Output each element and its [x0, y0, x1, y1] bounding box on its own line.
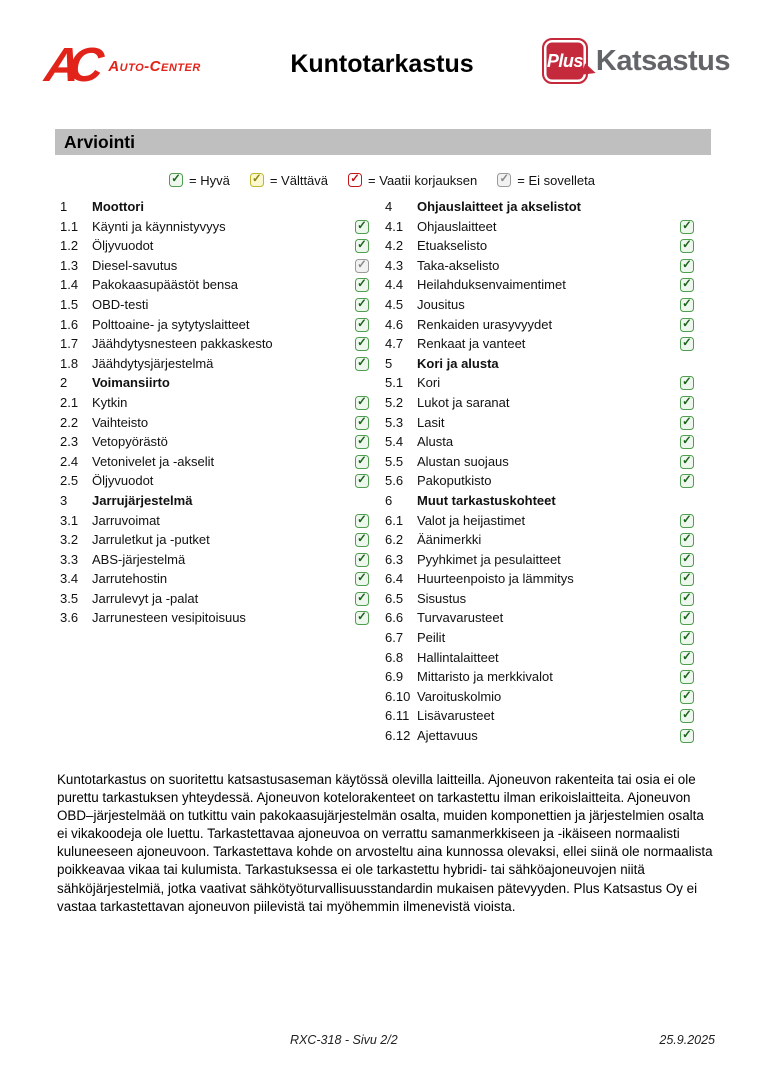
- status-checkbox-good: ✓: [355, 337, 369, 351]
- item-number: 6.4: [385, 571, 404, 587]
- status-checkbox-good: ✓: [680, 670, 694, 684]
- item-number: 6.3: [385, 551, 404, 567]
- item-row: [57, 334, 387, 354]
- status-checkbox-good: ✓: [355, 298, 369, 312]
- item-label: Mittaristo ja merkkivalot: [417, 669, 553, 685]
- item-number: 5.4: [385, 434, 404, 450]
- status-checkbox-good: ✓: [169, 173, 183, 187]
- item-label: Käynti ja käynnistyvyys: [92, 218, 226, 234]
- plus-bubble-text: Plus: [546, 50, 583, 71]
- item-number: 3: [60, 492, 68, 508]
- checklist-column-left: [57, 197, 387, 628]
- item-label: Muut tarkastuskohteet: [417, 492, 556, 508]
- item-number: 3.6: [60, 610, 79, 626]
- item-row: [382, 217, 712, 237]
- status-checkbox-good: ✓: [680, 651, 694, 665]
- item-number: 6.11: [385, 708, 410, 724]
- status-checkbox-good: ✓: [680, 220, 694, 234]
- checklist-column-right: [382, 197, 712, 746]
- section-header-arviointi: Arviointi: [55, 129, 711, 155]
- item-number: 3.1: [60, 512, 79, 528]
- item-row: [382, 452, 712, 472]
- item-row: [382, 236, 712, 256]
- legend-label: = Välttävä: [269, 172, 329, 188]
- section-row: [57, 373, 387, 393]
- item-label: Turvavarusteet: [417, 610, 504, 626]
- item-label: Jarrulevyt ja -palat: [92, 590, 199, 606]
- legend-item-repair: [348, 173, 477, 188]
- item-row: [57, 511, 387, 531]
- item-row: [57, 315, 387, 335]
- item-row: [57, 354, 387, 374]
- item-row: [382, 315, 712, 335]
- item-number: 1: [60, 199, 68, 214]
- status-checkbox-good: ✓: [355, 435, 369, 449]
- item-number: 4.6: [385, 316, 404, 332]
- status-checkbox-good: ✓: [680, 259, 694, 273]
- status-checkbox-good: ✓: [355, 514, 369, 528]
- item-label: Jäähdytysjärjestelmä: [92, 355, 214, 371]
- status-checkbox-good: ✓: [680, 690, 694, 704]
- item-label: Lisävarusteet: [417, 708, 495, 724]
- status-checkbox-good: ✓: [680, 592, 694, 606]
- item-label: Varoituskolmio: [417, 688, 502, 704]
- item-number: 3.3: [60, 551, 79, 567]
- item-label: Jarruvoimat: [92, 512, 160, 528]
- item-number: 6.9: [385, 669, 404, 685]
- item-number: 3.2: [60, 532, 79, 548]
- legend-label: = Vaatii korjauksen: [368, 172, 478, 188]
- item-row: [57, 295, 387, 315]
- status-checkbox-good: ✓: [680, 396, 694, 410]
- item-number: 6.7: [385, 630, 404, 646]
- item-label: Ajettavuus: [417, 728, 478, 744]
- item-row: [57, 275, 387, 295]
- item-number: 6.12: [385, 728, 411, 744]
- status-checkbox-good: ✓: [680, 455, 694, 469]
- item-row: [382, 373, 712, 393]
- status-checkbox-good: ✓: [355, 611, 369, 625]
- item-row: [382, 295, 712, 315]
- item-label: Jarruletkut ja -putket: [92, 532, 210, 548]
- item-row: [57, 236, 387, 256]
- item-row: [382, 393, 712, 413]
- item-number: 1.6: [60, 316, 79, 332]
- status-checkbox-good: ✓: [680, 631, 694, 645]
- item-row: [382, 628, 712, 648]
- footer-date: 25.9.2025: [659, 1033, 715, 1047]
- item-label: Peilit: [417, 630, 446, 646]
- item-label: Valot ja heijastimet: [417, 512, 526, 528]
- item-number: 3.5: [60, 590, 79, 606]
- plus-katsastus-logo-text: Katsastus: [595, 44, 730, 77]
- item-row: [382, 511, 712, 531]
- item-number: 4.5: [385, 296, 404, 312]
- item-label: Voimansiirto: [92, 375, 170, 391]
- status-checkbox-good: ✓: [355, 455, 369, 469]
- item-number: 4.2: [385, 238, 404, 254]
- item-row: [57, 413, 387, 433]
- item-label: Jousitus: [417, 296, 465, 312]
- item-row: [382, 256, 712, 276]
- plus-bubble-icon: [542, 38, 588, 84]
- item-row: [57, 471, 387, 491]
- status-checkbox-na: ✓: [355, 259, 369, 273]
- item-number: 2: [60, 375, 68, 391]
- status-checkbox-good: ✓: [680, 337, 694, 351]
- item-label: Lasit: [417, 414, 445, 430]
- item-number: 1.8: [60, 355, 79, 371]
- item-number: 5.5: [385, 453, 404, 469]
- item-number: 5.2: [385, 394, 404, 410]
- item-row: [57, 256, 387, 276]
- legend-item-na: [497, 173, 595, 188]
- item-label: Polttoaine- ja sytytyslaitteet: [92, 316, 250, 332]
- item-label: Kori: [417, 375, 441, 391]
- item-label: Jarrutehostin: [92, 571, 168, 587]
- status-checkbox-good: ✓: [680, 318, 694, 332]
- status-checkbox-good: ✓: [680, 435, 694, 449]
- item-label: Öljyvuodot: [92, 473, 154, 489]
- item-label: Kytkin: [92, 394, 128, 410]
- item-label: OBD-testi: [92, 296, 149, 312]
- item-row: [382, 275, 712, 295]
- item-number: 2.3: [60, 434, 79, 450]
- section-row: [57, 491, 387, 511]
- legend-label: = Hyvä: [189, 172, 230, 188]
- footer-page-info: RXC-318 - Sivu 2/2: [290, 1033, 398, 1047]
- item-number: 2.2: [60, 414, 79, 430]
- item-label: Sisustus: [417, 590, 467, 606]
- legend-item-fair: [250, 173, 328, 188]
- item-number: 5.1: [385, 375, 404, 391]
- status-checkbox-good: ✓: [355, 396, 369, 410]
- item-label: Vaihteisto: [92, 414, 149, 430]
- status-checkbox-good: ✓: [680, 729, 694, 743]
- item-row: [57, 530, 387, 550]
- item-label: Vetopyörästö: [92, 434, 168, 450]
- item-number: 4.1: [385, 218, 404, 234]
- item-label: Alustan suojaus: [417, 453, 509, 469]
- disclaimer-text: Kuntotarkastus on suoritettu katsastusaseman käytössä olevilla laitteilla. Ajoneuvon rakenteita tai osia ei ole purettu tarkastuksen yhteydessä. Ajoneuvon kotelorakenteet on tarkastettu ilman erikoislaitteita. Ajoneuvon OBD–järjestelmää on tutkittu vain pakokaasujärjestelmän osalta, muiden komponettien ja järjestelmien osalta ei vikakoodeja ole luettu. Tarkastettavaa ajoneuvoa on verrattu samanmerkkiseen ja -ikäiseen normaalisti kuluneeseen ajoneuvoon. Tarkastettava kohde on arvosteltu aina kunnossa olevaksi, ellei siinä ole normaalista poikkeavaa vikaa tai kulumista. Tarkastuksessa ei ole tarkastettu hybridi- tai sähköajoneuvojen niitä sähköjärjestelmiä, jotka vaativat sähkötyöturvallisuusstandardin mukaisen pätevyyden. Plus Katsastus Oy ei vastaa tarkastettavan ajoneuvon piilevistä tai myöhemmin ilmenevistä vioista.: [57, 772, 713, 914]
- status-checkbox-good: ✓: [680, 572, 694, 586]
- item-number: 6: [385, 492, 393, 508]
- status-checkbox-good: ✓: [680, 376, 694, 390]
- item-row: [382, 471, 712, 491]
- status-checkbox-good: ✓: [355, 416, 369, 430]
- section-row: [382, 354, 712, 374]
- item-label: Etuakselisto: [417, 238, 488, 254]
- item-label: Pakoputkisto: [417, 473, 492, 489]
- status-checkbox-good: ✓: [680, 298, 694, 312]
- item-label: ABS-järjestelmä: [92, 551, 186, 567]
- item-label: Hallintalaitteet: [417, 649, 499, 665]
- item-number: 5: [385, 355, 393, 371]
- item-row: [382, 608, 712, 628]
- status-checkbox-good: ✓: [355, 318, 369, 332]
- item-number: 2.4: [60, 453, 79, 469]
- item-row: [382, 334, 712, 354]
- status-checkbox-good: ✓: [355, 572, 369, 586]
- item-label: Ohjauslaitteet: [417, 218, 497, 234]
- item-row: [57, 569, 387, 589]
- item-number: 3.4: [60, 571, 79, 587]
- status-checkbox-good: ✓: [355, 592, 369, 606]
- item-row: [57, 217, 387, 237]
- item-label: Vetonivelet ja -akselit: [92, 453, 215, 469]
- item-number: 6.2: [385, 532, 404, 548]
- item-label: Ohjauslaitteet ja akselistot: [417, 199, 582, 214]
- item-label: Jäähdytysnesteen pakkaskesto: [92, 336, 273, 352]
- item-label: Jarrujärjestelmä: [92, 492, 193, 508]
- status-checkbox-na: ✓: [497, 173, 511, 187]
- item-row: [382, 706, 712, 726]
- status-checkbox-good: ✓: [355, 278, 369, 292]
- item-row: [382, 648, 712, 668]
- item-number: 4.7: [385, 336, 404, 352]
- item-row: [382, 569, 712, 589]
- status-checkbox-good: ✓: [680, 533, 694, 547]
- legend: [0, 169, 764, 191]
- item-number: 1.3: [60, 257, 79, 273]
- item-number: 6.1: [385, 512, 404, 528]
- status-checkbox-good: ✓: [355, 357, 369, 371]
- status-checkbox-good: ✓: [680, 709, 694, 723]
- status-checkbox-good: ✓: [355, 220, 369, 234]
- page-title: Kuntotarkastus: [290, 50, 474, 78]
- item-number: 5.3: [385, 414, 404, 430]
- item-row: [382, 589, 712, 609]
- item-row: [57, 393, 387, 413]
- item-number: 6.5: [385, 590, 404, 606]
- item-label: Pakokaasupäästöt bensa: [92, 277, 238, 293]
- section-row: [382, 197, 712, 217]
- item-label: Kori ja alusta: [417, 355, 499, 371]
- item-number: 6.8: [385, 649, 404, 665]
- status-checkbox-good: ✓: [680, 416, 694, 430]
- item-label: Taka-akselisto: [417, 257, 500, 273]
- legend-label: = Ei sovelleta: [517, 172, 595, 188]
- legend-item-good: [169, 173, 230, 188]
- status-checkbox-good: ✓: [680, 514, 694, 528]
- item-row: [57, 589, 387, 609]
- item-number: 2.1: [60, 394, 79, 410]
- item-label: Heilahduksenvaimentimet: [417, 277, 566, 293]
- item-label: Pyyhkimet ja pesulaitteet: [417, 551, 561, 567]
- item-number: 5.6: [385, 473, 404, 489]
- item-row: [382, 530, 712, 550]
- item-number: 1.7: [60, 336, 79, 352]
- item-number: 4.3: [385, 257, 404, 273]
- item-label: Huurteenpoisto ja lämmitys: [417, 571, 574, 587]
- item-number: 6.6: [385, 610, 404, 626]
- status-checkbox-good: ✓: [355, 239, 369, 253]
- item-label: Moottori: [92, 199, 144, 214]
- status-checkbox-fair: ✓: [250, 173, 264, 187]
- item-row: [382, 726, 712, 746]
- item-row: [382, 413, 712, 433]
- item-label: Jarrunesteen vesipitoisuus: [92, 610, 246, 626]
- item-number: 4: [385, 199, 393, 214]
- item-row: [57, 608, 387, 628]
- item-row: [57, 432, 387, 452]
- item-label: Renkaat ja vanteet: [417, 336, 526, 352]
- item-number: 1.1: [60, 218, 79, 234]
- item-row: [57, 550, 387, 570]
- item-label: Renkaiden urasyvyydet: [417, 316, 553, 332]
- item-row: [382, 687, 712, 707]
- item-label: Alusta: [417, 434, 454, 450]
- status-checkbox-good: ✓: [680, 278, 694, 292]
- item-number: 6.10: [385, 688, 411, 704]
- status-checkbox-good: ✓: [355, 533, 369, 547]
- section-row: [57, 197, 387, 217]
- item-number: 2.5: [60, 473, 79, 489]
- plus-katsastus-logo: [542, 38, 730, 84]
- item-number: 1.2: [60, 238, 79, 254]
- auto-center-monogram-icon: AC: [42, 39, 96, 92]
- item-label: Äänimerkki: [417, 532, 482, 548]
- item-number: 1.4: [60, 277, 79, 293]
- item-number: 1.5: [60, 296, 79, 312]
- section-row: [382, 491, 712, 511]
- status-checkbox-good: ✓: [355, 553, 369, 567]
- status-checkbox-good: ✓: [680, 474, 694, 488]
- status-checkbox-good: ✓: [680, 239, 694, 253]
- item-row: [382, 432, 712, 452]
- item-row: [57, 452, 387, 472]
- item-label: Öljyvuodot: [92, 238, 154, 254]
- auto-center-logo-text: Auto-Center: [108, 57, 201, 75]
- item-label: Diesel-savutus: [92, 257, 178, 273]
- item-row: [382, 667, 712, 687]
- status-checkbox-good: ✓: [680, 611, 694, 625]
- status-checkbox-repair: ✓: [348, 173, 362, 187]
- item-row: [382, 550, 712, 570]
- status-checkbox-good: ✓: [355, 474, 369, 488]
- status-checkbox-good: ✓: [680, 553, 694, 567]
- item-number: 4.4: [385, 277, 404, 293]
- item-label: Lukot ja saranat: [417, 394, 510, 410]
